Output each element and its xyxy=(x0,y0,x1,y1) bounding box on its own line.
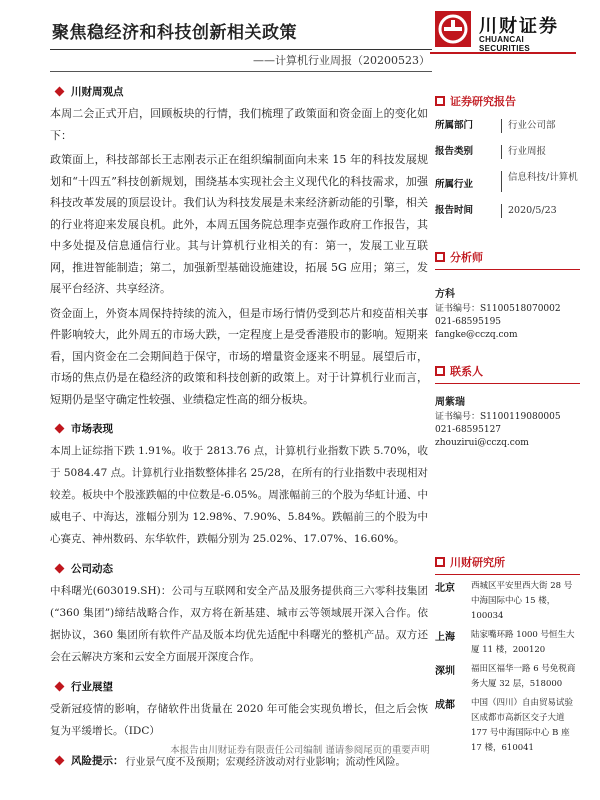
analyst-icon xyxy=(435,252,445,262)
contact-phone: 021-68595127 xyxy=(435,425,502,435)
paragraph: 本周二会正式开启，回顾板块的行情，我们梳理了政策面和资金面上的变化如下： xyxy=(50,107,428,142)
institute-icon xyxy=(435,557,445,567)
info-value: 行业公司部 xyxy=(501,119,580,133)
diamond-bullet-icon xyxy=(55,423,65,433)
sidebar-analyst xyxy=(435,248,580,342)
company-logo xyxy=(435,11,575,53)
contact-email[interactable]: zhouzirui@cczq.com xyxy=(435,438,529,448)
report-icon xyxy=(435,96,445,106)
info-row xyxy=(435,119,580,133)
diamond-bullet-icon xyxy=(55,563,65,573)
logo-text-cn: 川财证券 xyxy=(479,16,559,37)
page-footer: 本报告由川财证券有限责任公司编制 谨请参阅尾页的重要声明 xyxy=(170,745,430,756)
sidebar-contact xyxy=(435,362,580,450)
logo-text-en: CHUANCAI SECURITIES xyxy=(479,35,531,53)
office-city: 成都 xyxy=(435,700,455,711)
sidebar-rule xyxy=(435,383,580,384)
paragraph: 中科曙光(603019.SH)：公司与互联网和安全产品及服务提供商三六零科技集团(“360 集团”)缔结战略合作，双方将在新基建、城市云等领域展开深入合作。依据协议，360 集团所有软件产品及版本均优先适配中科曙光的整机产品。双方还会在云解决方案和云安全方面展开深度合作。 xyxy=(50,585,428,663)
sidebar-rule xyxy=(435,269,580,270)
main-column xyxy=(50,82,428,772)
info-label: 报告类别 xyxy=(435,146,474,157)
info-value: 2020/5/23 xyxy=(501,204,580,218)
analyst-name: 方科 xyxy=(435,289,455,300)
section-header-outlook xyxy=(50,677,428,695)
office-city: 北京 xyxy=(435,583,455,594)
info-label: 报告时间 xyxy=(435,205,474,216)
diamond-bullet-icon xyxy=(55,681,65,691)
sidebar-header xyxy=(435,362,580,380)
report-subtitle: ——计算机行业周报（20200523） xyxy=(253,54,430,67)
info-value: 行业周报 xyxy=(501,145,580,159)
contact-name: 周紫瑞 xyxy=(435,397,465,408)
sidebar-title: 证券研究报告 xyxy=(450,95,516,108)
contact-icon xyxy=(435,366,445,376)
sidebar-header xyxy=(435,92,580,110)
office-city: 上海 xyxy=(435,632,455,643)
office-city: 深圳 xyxy=(435,666,455,677)
sidebar-top-rule xyxy=(430,52,576,54)
info-value: 信息科技/计算机 xyxy=(501,171,580,192)
analyst-cert: 证书编号：S1100518070002 xyxy=(435,304,561,314)
info-row xyxy=(435,204,580,218)
header-rule xyxy=(50,49,432,50)
section-header-market xyxy=(50,419,428,437)
office-address-text: 陆家嘴环路 1000 号恒生大厦 11 楼，200120 xyxy=(471,630,575,655)
office-address xyxy=(435,662,580,692)
info-row xyxy=(435,145,580,159)
sidebar-header xyxy=(435,248,580,266)
contact-card xyxy=(435,396,580,450)
section-title: 行业展望 xyxy=(71,680,113,693)
analyst-email[interactable]: fangke@cczq.com xyxy=(435,330,518,340)
analyst-phone: 021-68595195 xyxy=(435,317,502,327)
sidebar-title: 分析师 xyxy=(450,251,483,264)
office-address-text: 西城区平安里西大街 28 号中海国际中心 15 楼，100034 xyxy=(471,581,573,621)
paragraph: 政策面上，科技部部长王志刚表示正在组织编制面向未来 15 年的科技发展规划和“十四五”科技创新规划，围绕基本实现社会主义现代化的科技需求，加强科技改革发展的顶层设计。我们认为科技发展是未来经济新动能的引擎，相关的行业将迎来发展良机。此外，本周五国务院总理李克强作政府工作报告，其中多处提及信息通信行业。其与计算机行业相关的有：第一，发展工业互联网，推进智能制造；第二，加强新型基础设施建设，拓展 5G 应用；第三，发展平台经济、共享经济。 xyxy=(50,153,428,295)
paragraph: 本周上证综指下跌 1.91%。收于 2813.76 点，计算机行业指数下跌 5.70%，收于 5084.47 点。计算机行业指数整体排名 25/28，在所有的行业指数中表现相对较差。板块中个股涨跌幅的中位数是-6.05%。周涨幅前三的个股为华虹计通、中威电子、中海达，涨幅分别为 12.98%、7.90%、5.84%。跌幅前三的个股为中心赛克、神州数码、东华软件，跌幅分别为 25.02%、17.07%、16.60%。 xyxy=(50,445,428,545)
contact-cert: 证书编号：S1100119080005 xyxy=(435,412,561,422)
office-address xyxy=(435,579,580,624)
logo-mark-icon xyxy=(435,11,471,47)
section-title: 风险提示： xyxy=(71,754,124,767)
section-title: 公司动态 xyxy=(71,562,113,575)
risk-text: 行业景气度不及预期；宏观经济波动对行业影响；流动性风险。 xyxy=(125,756,406,768)
analyst-card xyxy=(435,288,580,342)
section-title: 市场表现 xyxy=(71,422,113,435)
sidebar-rule xyxy=(435,574,580,575)
report-title: 聚焦稳经济和科技创新相关政策 xyxy=(52,23,297,43)
info-label: 所属部门 xyxy=(435,120,474,131)
diamond-bullet-icon xyxy=(55,755,65,765)
sidebar-header xyxy=(435,553,580,571)
subtitle-rule xyxy=(50,71,432,72)
office-address-text: 中国（四川）自由贸易试验区成都市高新区交子大道 177 号中海国际中心 B 座 17 楼，610041 xyxy=(471,698,574,753)
sidebar-report-info xyxy=(435,92,580,218)
sidebar-title: 联系人 xyxy=(450,365,483,378)
office-address xyxy=(435,628,580,658)
section-header-company-news xyxy=(50,559,428,577)
sidebar-institute xyxy=(435,553,580,756)
section-header-weekly-view xyxy=(50,82,428,100)
section-title: 川财周观点 xyxy=(71,85,124,98)
paragraph: 资金面上，外资本周保持持续的流入，但是市场行情仍受到芯片和疫苗相关事件影响较大，此外周五的市场大跌，一定程度上是受香港股市的影响。短期来看，国内资金在二会期间趋于保守，市场的增量资金逐来不明显。展望后市，市场的焦点仍是在稳经济的政策和科技创新的政策上。对于计算机行业而言，短期仍是坚守确定性较强、业绩稳定性高的细分板块。 xyxy=(50,306,428,406)
info-row xyxy=(435,171,580,192)
info-label: 所属行业 xyxy=(435,179,474,190)
paragraph: 受新冠疫情的影响，存储软件出货量在 2020 年可能会实现负增长，但之后会恢复为平缓增长。（IDC） xyxy=(50,703,428,737)
office-address-text: 福田区福华一路 6 号免税商务大厦 32 层，518000 xyxy=(471,664,576,689)
diamond-bullet-icon xyxy=(55,86,65,96)
sidebar-title: 川财研究所 xyxy=(450,556,505,569)
